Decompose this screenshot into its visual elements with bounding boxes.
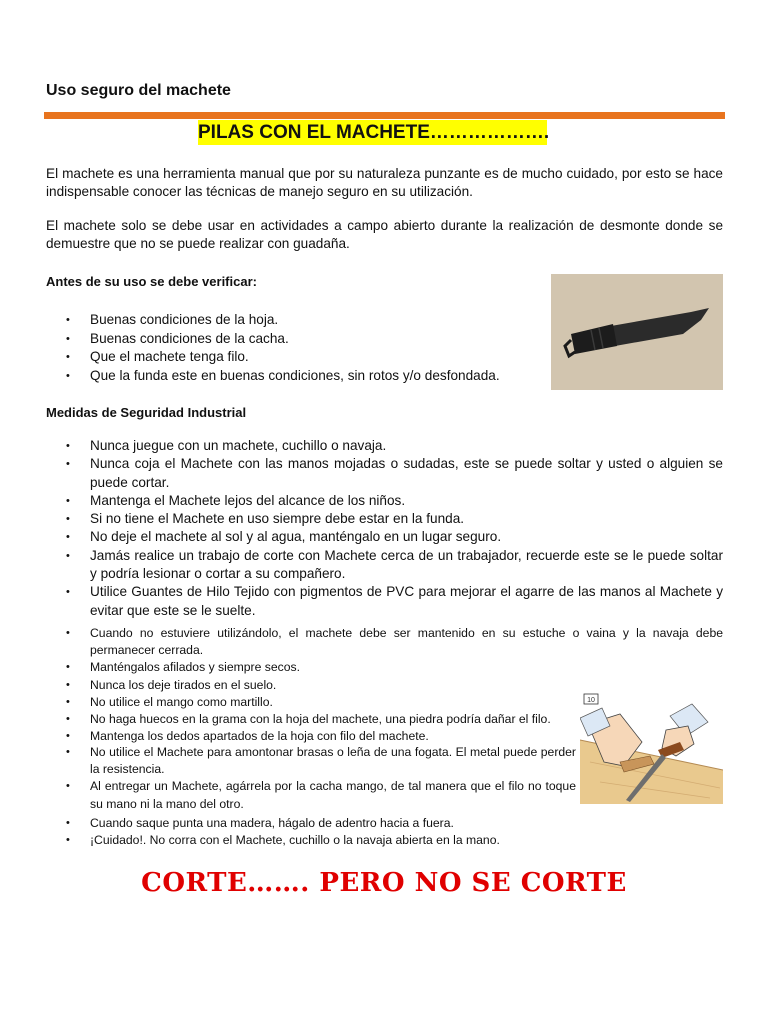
list-item: • Si no tiene el Machete en uso siempre debe estar en la funda.	[46, 510, 723, 528]
list-item: • No utilice el mango como martillo.	[46, 694, 723, 711]
list-item: • Nunca coja el Machete con las manos mojadas o sudadas, este se puede soltar y usted o alguien se puede cortar.	[46, 455, 723, 492]
figure-label: 10	[587, 697, 595, 704]
carving-illustration	[580, 692, 723, 807]
machete-photo	[551, 274, 723, 390]
list-item: • No utilice el Machete para amontonar brasas o leña de una fogata. El metal puede perder la resistencia.	[46, 744, 576, 778]
list-item: • Utilice Guantes de Hilo Tejido con pigmentos de PVC para mejorar el agarre de las manos al Machete y evitar que este se le suelte.	[46, 583, 723, 620]
list-item: • Que la funda este en buenas condiciones, sin rotos y/o desfondada.	[46, 367, 516, 386]
safety-heading: Medidas de Seguridad Industrial	[46, 405, 247, 420]
document-title: Uso seguro del machete	[46, 82, 231, 99]
safety-list-end	[46, 815, 723, 849]
list-item: • Al entregar un Machete, agárrela por la cacha mango, de tal manera que el filo no toque su mano ni la mano del otro.	[46, 778, 576, 812]
list-item: • Jamás realice un trabajo de corte con Machete cerca de un trabajador, recuerde este se le puede soltar y podría lesionar o cortar a su compañero.	[46, 547, 723, 584]
list-item: • Nunca los deje tirados en el suelo.	[46, 677, 723, 694]
list-item: • Buenas condiciones de la hoja.	[46, 311, 516, 330]
list-item: • Cuando no estuviere utilizándolo, el machete debe ser mantenido en su estuche o vaina y la navaja debe permanecer cerrada.	[46, 625, 723, 659]
intro-paragraph-2: El machete solo se debe usar en actividades a campo abierto durante la realización de desmonte donde se demuestre que no se puede realizar con guadaña.	[46, 218, 723, 251]
list-item: • No deje el machete al sol y al agua, manténgalo en un lugar seguro.	[46, 528, 723, 546]
list-item: • Que el machete tenga filo.	[46, 348, 516, 367]
list-item: • No haga huecos en la grama con la hoja del machete, una piedra podría dañar el filo.	[46, 711, 574, 728]
list-item: • Buenas condiciones de la cacha.	[46, 330, 516, 349]
list-item: • Cuando saque punta una madera, hágalo de adentro hacia a fuera.	[46, 815, 723, 832]
list-item: • Nunca juegue con un machete, cuchillo o navaja.	[46, 437, 723, 455]
safety-list-wrap	[46, 744, 576, 813]
safety-list-main	[46, 437, 723, 620]
before-use-heading: Antes de su uso se debe verificar:	[46, 274, 257, 289]
list-item: • Manténgalos afilados y siempre secos.	[46, 659, 723, 676]
list-item: • ¡Cuidado!. No corra con el Machete, cuchillo o la navaja abierta en la mano.	[46, 832, 723, 849]
intro-paragraph-1: El machete es una herramienta manual que por su naturaleza punzante es de mucho cuidado, por esto se hace indispensable conocer las técnicas de manejo seguro en su utilización.	[46, 166, 723, 199]
slogan: CORTE……. PERO NO SE CORTE	[141, 868, 627, 898]
orange-divider	[44, 112, 725, 119]
highlight-banner: PILAS CON EL MACHETE……………….	[198, 122, 550, 143]
before-use-list	[46, 311, 516, 385]
list-item: • Mantenga los dedos apartados de la hoja con filo del machete.	[46, 728, 723, 745]
list-item: • Mantenga el Machete lejos del alcance de los niños.	[46, 492, 723, 510]
